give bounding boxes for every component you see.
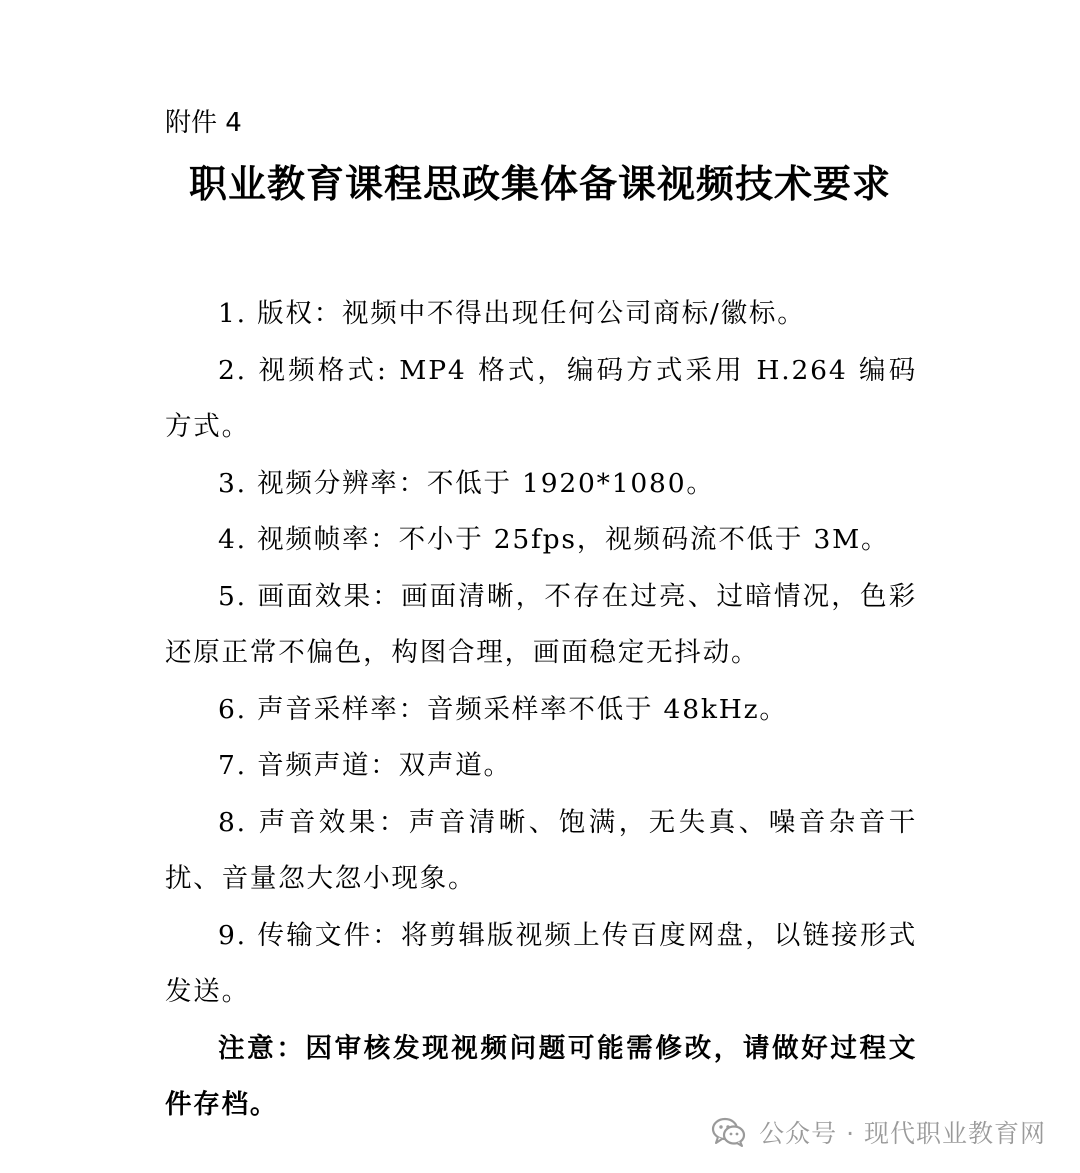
attachment-label: 附件 4	[165, 108, 242, 138]
watermark	[711, 1112, 1046, 1152]
requirement-item: 5. 画面效果：画面清晰，不存在过亮、过暗情况，色彩还原正常不偏色，构图合理，画面稳定无抖动。	[165, 580, 917, 668]
requirements-list	[165, 286, 917, 1134]
requirement-item: 4. 视频帧率：不小于 25fps，视频码流不低于 3M。	[218, 524, 890, 555]
requirement-item: 3. 视频分辨率：不低于 1920*1080。	[218, 467, 715, 499]
requirement-item: 6. 声音采样率：音频采样率不低于 48kHz。	[218, 693, 788, 725]
note-paragraph: 注意：因审核发现视频问题可能需修改，请做好过程文件存档。	[165, 1032, 917, 1120]
wechat-icon	[711, 1117, 747, 1147]
requirement-item: 8. 声音效果：声音清晰、饱满，无失真、噪音杂音干扰、音量忽大忽小现象。	[165, 806, 917, 894]
requirement-item: 7. 音频声道：双声道。	[218, 750, 512, 781]
requirement-item: 2. 视频格式: MP4 格式，编码方式采用 H.264 编码方式。	[165, 354, 917, 442]
requirement-item: 1. 版权：视频中不得出现任何公司商标/徽标。	[218, 298, 806, 329]
watermark-text: 公众号 · 现代职业教育网	[759, 1119, 1046, 1148]
requirement-item: 9. 传输文件：将剪辑版视频上传百度网盘，以链接形式发送。	[165, 919, 917, 1007]
document-title: 职业教育课程思政集体备课视频技术要求	[188, 161, 891, 206]
